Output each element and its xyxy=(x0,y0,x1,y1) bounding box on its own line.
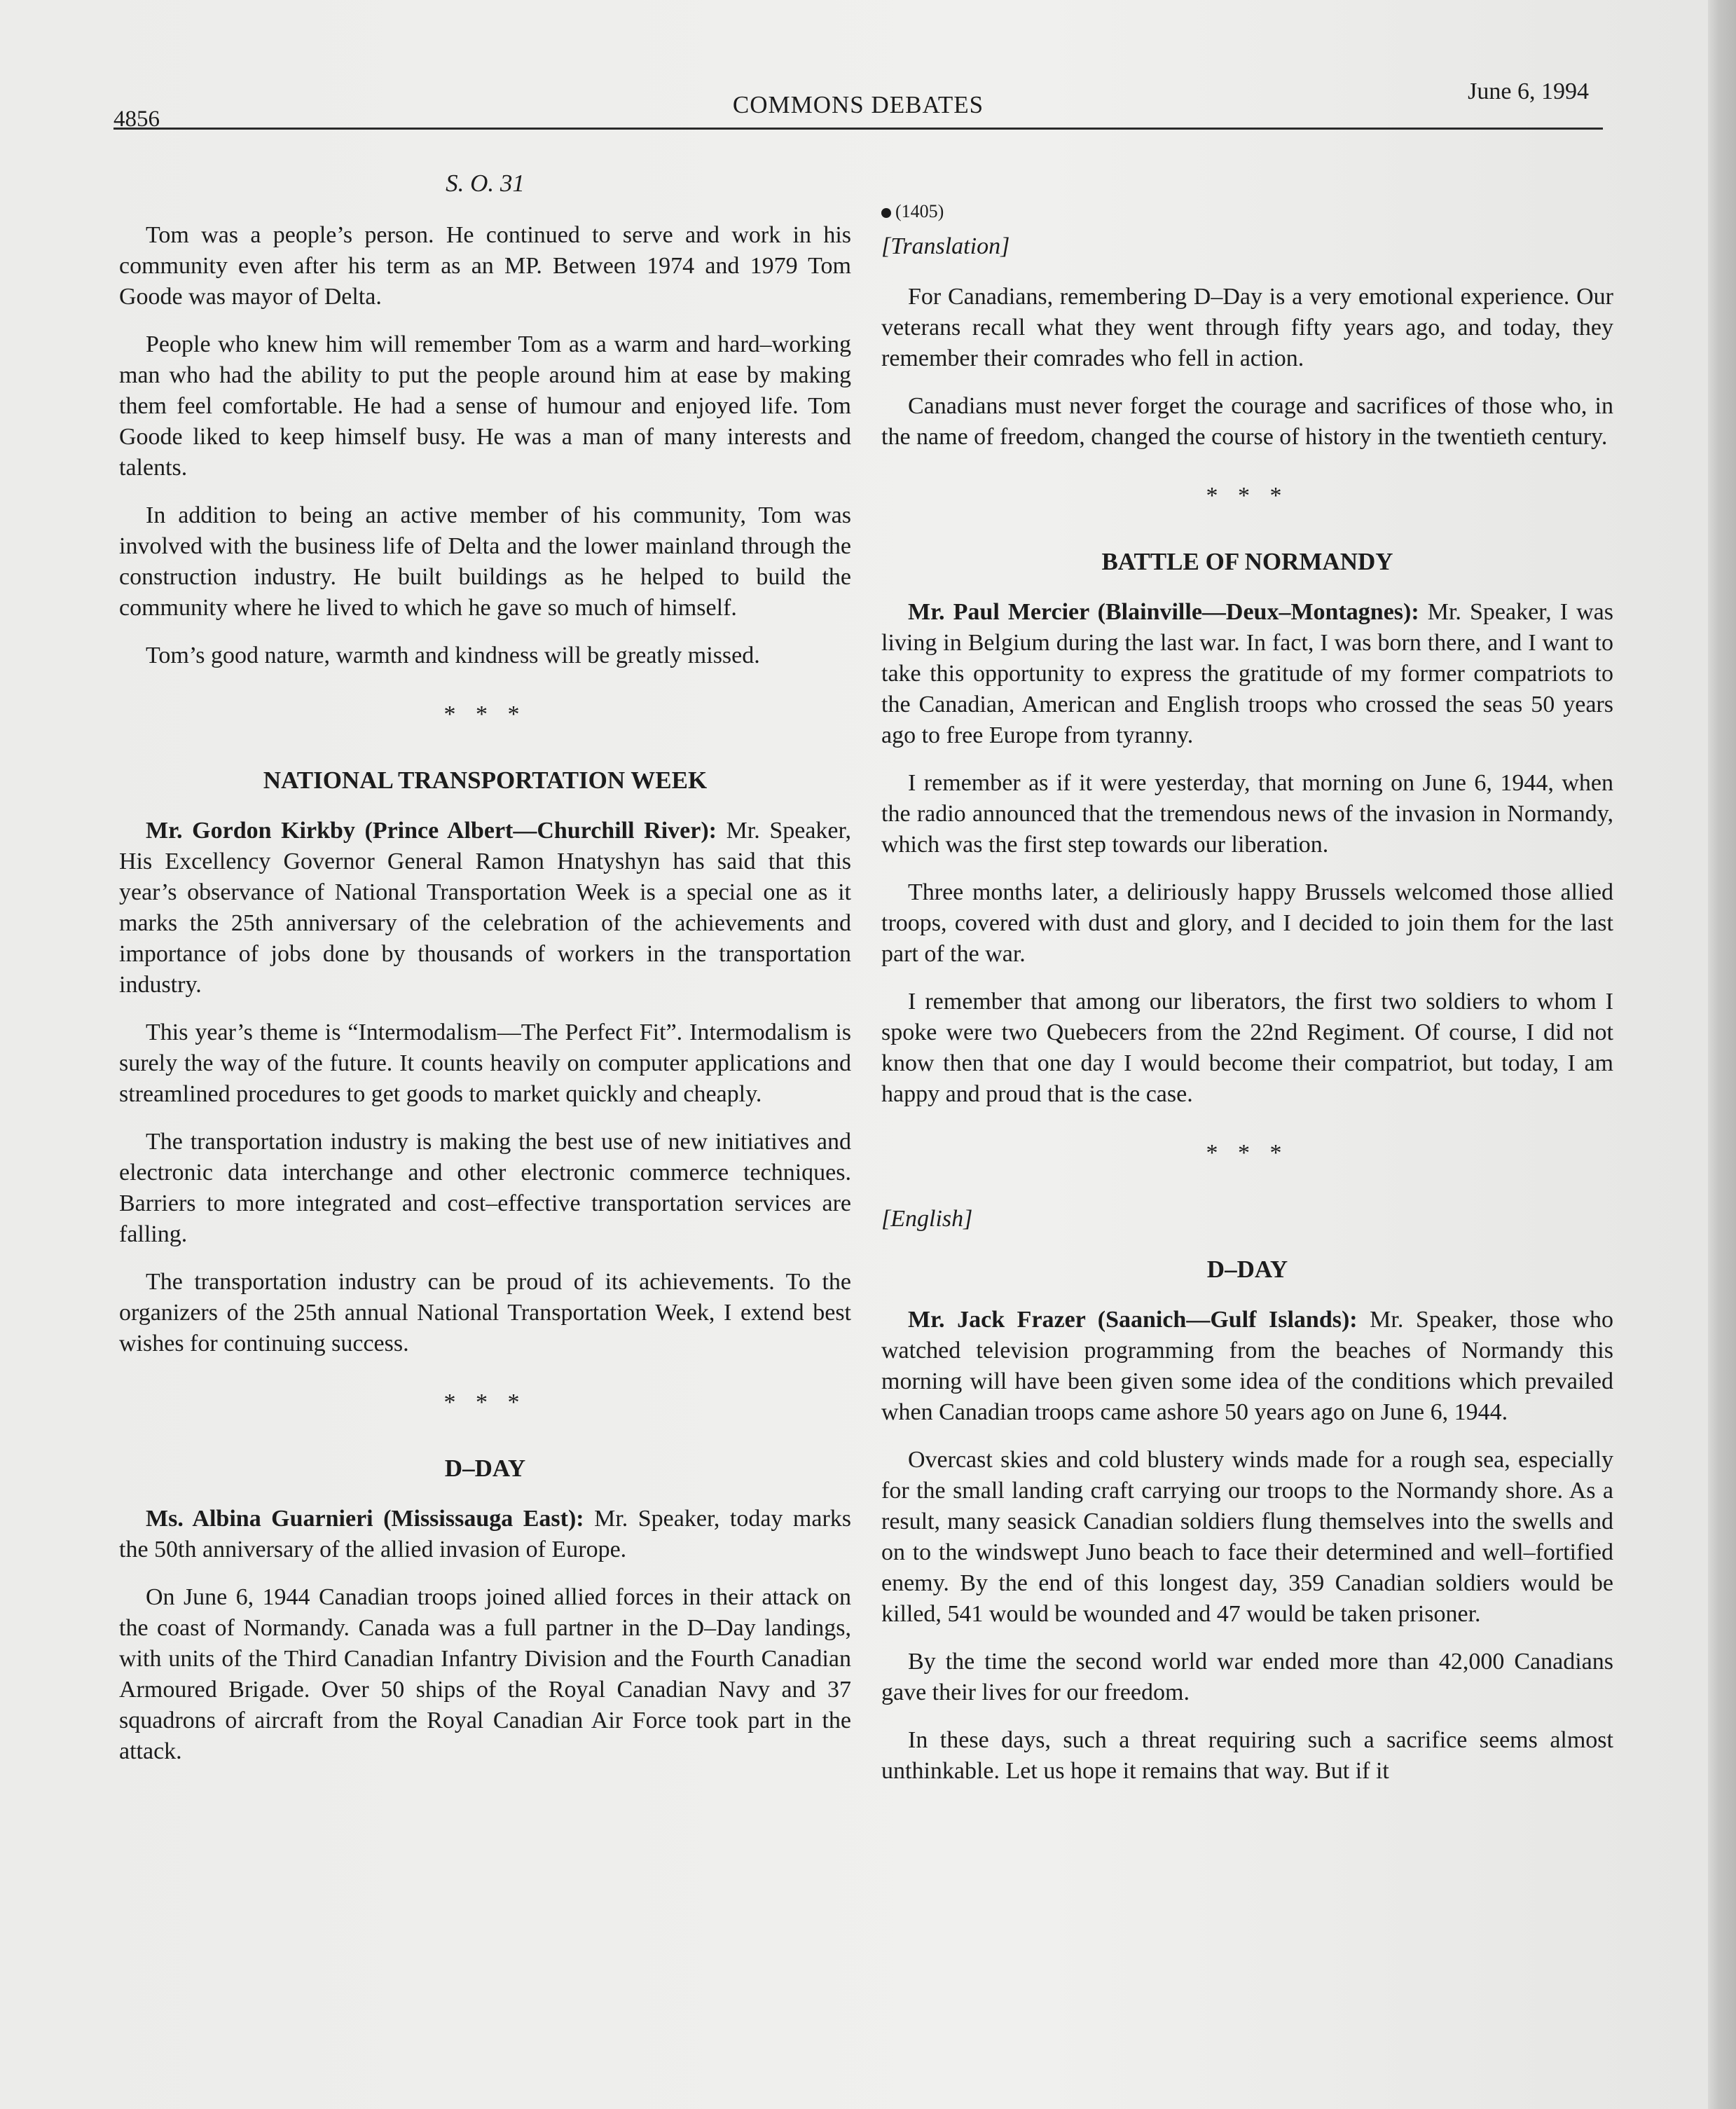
paragraph: For Canadians, remembering D–Day is a very emotional experience. Our veterans recall what they went through fifty years ago, and today, they remember their comrades who fell in action. xyxy=(881,284,1613,371)
section-divider: * * * xyxy=(1206,483,1289,509)
paragraph-text: Mr. Speaker, today marks the 50th anniversary of the allied invasion of Europe. xyxy=(119,1506,851,1562)
bullet-icon xyxy=(881,208,891,218)
paragraph: People who knew him will remember Tom as a warm and hard–working man who had the ability to put the people around him at ease by making them feel comfortable. He had a sense of humour and enjoyed life. Tom Goode liked to keep himself busy. He was a man of many interests and talents. xyxy=(119,331,851,481)
paragraph: Tom’s good nature, warmth and kindness will be greatly missed. xyxy=(146,643,760,668)
paragraph: In these days, such a threat requiring such a sacrifice seems almost unthinkable. Let us hope it remains that way. But if it xyxy=(881,1727,1613,1784)
paragraph: Canadians must never forget the courage and sacrifices of those who, in the name of freedom, changed the course of history in the twentieth century. xyxy=(881,393,1613,450)
journal-title: COMMONS DEBATES xyxy=(732,91,984,118)
paragraph xyxy=(119,816,851,1001)
section-heading: D–DAY xyxy=(444,1455,526,1482)
paragraph xyxy=(881,597,1613,751)
paragraph-text: Mr. Speaker, those who watched television programming from the beaches of Normandy this morning will have been given some idea of the conditions which prevailed when Canadian troops came ashore 50 years ago on June 6, 1944. xyxy=(881,1307,1613,1425)
paragraph: Tom was a people’s person. He continued to serve and work in his community even after his term as an MP. Between 1974 and 1979 Tom Goode was mayor of Delta. xyxy=(119,222,851,310)
speaker-name: Ms. Albina Guarnieri (Mississauga East): xyxy=(146,1506,584,1532)
section-heading: BATTLE OF NORMANDY xyxy=(1101,548,1393,575)
section-heading: NATIONAL TRANSPORTATION WEEK xyxy=(263,767,708,794)
paragraph xyxy=(119,1504,851,1565)
paragraph: The transportation industry is making the best use of new initiatives and electronic data interchange and other electronic commerce techniques. Barriers to more integrated and cost–effective transportation services are falling. xyxy=(119,1129,851,1247)
paragraph: Overcast skies and cold blustery winds made for a rough sea, especially for the small landing craft carrying our troops to the Normandy shore. As a result, many seasick Canadian soldiers flung themselves into the swells and on to the windswept Juno beach to face their determined and well–fortified enemy. By the end of this longest day, 359 Canadian soldiers would be killed, 541 would be wounded and 47 would be taken prisoner. xyxy=(881,1447,1613,1627)
paragraph: By the time the second world war ended more than 42,000 Canadians gave their lives for our freedom. xyxy=(881,1649,1613,1705)
paragraph-text: Mr. Speaker, I was living in Belgium during the last war. In fact, I was born there, and I want to take this opportunity to express the gratitude of my former compatriots to the Canadian, American and English troops who crossed the seas 50 years ago to free Europe from tyranny. xyxy=(881,599,1613,748)
paragraph: The transportation industry can be proud of its achievements. To the organizers of the 25th annual National Transportation Week, I extend best wishes for continuing success. xyxy=(119,1269,851,1356)
paragraph: This year’s theme is “Intermodalism—The Perfect Fit”. Intermodalism is surely the way of the future. It counts heavily on computer applications and streamlined procedures to get goods to market quickly and cheaply. xyxy=(119,1019,851,1107)
paragraph: Three months later, a deliriously happy Brussels welcomed those allied troops, covered with dust and glory, and I decided to join them for the last part of the war. xyxy=(881,879,1613,967)
time-marker xyxy=(881,196,1613,227)
paragraph xyxy=(881,1305,1613,1428)
paragraph: In addition to being an active member of his community, Tom was involved with the business life of Delta and the lower mainland through the construction industry. He built buildings as he helped to build the community where he lived to which he gave so much of himself. xyxy=(119,502,851,621)
language-note: [Translation] xyxy=(881,233,1010,259)
paragraph: I remember that among our liberators, the first two soldiers to whom I spoke were two Quebecers from the 22nd Regiment. Of course, I did not know then that one day I would become their compatriot, but today, I am happy and proud that is the case. xyxy=(881,989,1613,1107)
section-divider: * * * xyxy=(1206,1140,1289,1166)
speaker-name: Mr. Paul Mercier (Blainville—Deux–Montagnes): xyxy=(908,599,1419,625)
language-note: [English] xyxy=(881,1206,973,1232)
page-header xyxy=(113,78,1603,130)
right-column xyxy=(881,168,1613,1804)
section-heading: D–DAY xyxy=(1206,1256,1288,1283)
left-column xyxy=(119,168,851,1784)
header-date: June 6, 1994 xyxy=(1468,78,1589,104)
paragraph: On June 6, 1944 Canadian troops joined allied forces in their attack on the coast of Normandy. Canada was a full partner in the D–Day landings, with units of the Third Canadian Infantry Division and the Fourth Canadian Armoured Brigade. Over 50 ships of the Royal Canadian Navy and 37 squadrons of aircraft from the Royal Canadian Air Force took part in the attack. xyxy=(119,1584,851,1764)
time-marker-text: (1405) xyxy=(895,201,944,221)
speaker-name: Mr. Gordon Kirkby (Prince Albert—Churchill River): xyxy=(146,818,717,844)
page-number: 4856 xyxy=(113,107,160,132)
section-divider: * * * xyxy=(443,1389,527,1415)
section-divider: * * * xyxy=(443,701,527,727)
page-binding-edge xyxy=(1708,0,1736,2109)
paragraph-text: Mr. Speaker, His Excellency Governor General Ramon Hnatyshyn has said that this year’s observance of National Transportation Week is a special one as it marks the 25th anniversary of the celebration of the achievements and importance of jobs done by thousands of workers in the transportation industry. xyxy=(119,818,851,998)
speaker-name: Mr. Jack Frazer (Saanich—Gulf Islands): xyxy=(908,1307,1358,1333)
section-label: S. O. 31 xyxy=(446,170,525,197)
paragraph: I remember as if it were yesterday, that morning on June 6, 1944, when the radio announced that the tremendous news of the invasion in Normandy, which was the first step towards our liberation. xyxy=(881,770,1613,858)
